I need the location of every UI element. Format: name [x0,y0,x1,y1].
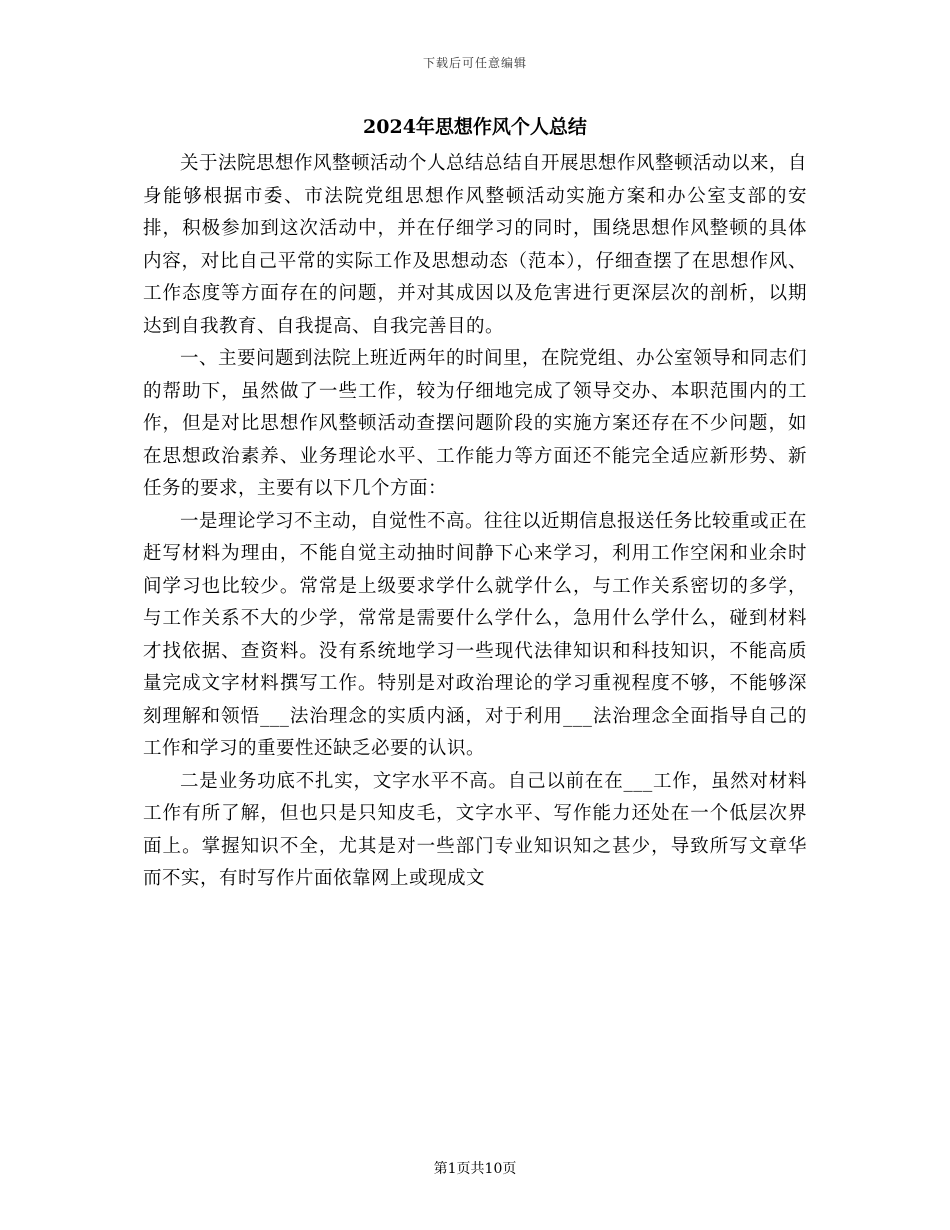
paragraph-main-problems: 一、主要问题到法院上班近两年的时间里，在院党组、办公室领导和同志们的帮助下，虽然做了一些工作，较为仔细地完成了领导交办、本职范围内的工作，但是对比思想作风整顿活动查摆问题阶段的实施方案还存在不少问题，如在思想政治素养、业务理论水平、工作能力等方面还不能完全适应新形势、新任务的要求，主要有以下几个方面： [143,348,808,499]
paragraph-intro: 关于法院思想作风整顿活动个人总结总结自开展思想作风整顿活动以来，自身能够根据市委、市法院党组思想作风整顿活动实施方案和办公室支部的安排，积极参加到这次活动中，并在仔细学习的同时，围绕思想作风整顿的具体内容，对比自己平常的实际工作及思想动态（范本），仔细查摆了在思想作风、工作态度等方面存在的问题，并对其成因以及危害进行更深层次的剖析，以期达到自我教育、自我提高、自我完善目的。 [143,153,808,337]
paragraph-theory-study: 一是理论学习不主动，自觉性不高。往往以近期信息报送任务比较重或正在赶写材料为理由，不能自觉主动抽时间静下心来学习，利用工作空闲和业余时间学习也比较少。常常是上级要求学什么就学什么，与工作关系密切的多学，与工作关系不大的少学，常常是需要什么学什么，急用什么学什么，碰到材料才找依据、查资料。没有系统地学习一些现代法律知识和科技知识，不能高质量完成文字材料撰写工作。特别是对政治理论的学习重视程度不够，不能够深刻理解和领悟___法治理念的实质内涵，对于利用___法治理念全面指导自己的工作和学习的重要性还缺乏必要的认识。 [143,510,808,759]
document-body [143,148,807,896]
document-title: 2024年思想作风个人总结 [363,116,587,138]
paragraph-business-skills: 二是业务功底不扎实，文字水平不高。自己以前在在___工作，虽然对材料工作有所了解，但也只是只知皮毛，文字水平、写作能力还处在一个低层次界面上。掌握知识不全，尤其是对一些部门专业知识知之甚少，导致所写文章华而不实，有时写作片面依靠网上或现成文 [143,770,807,889]
page-number: 第1页共10页 [433,1161,517,1177]
header-note: 下载后可任意编辑 [422,56,527,70]
